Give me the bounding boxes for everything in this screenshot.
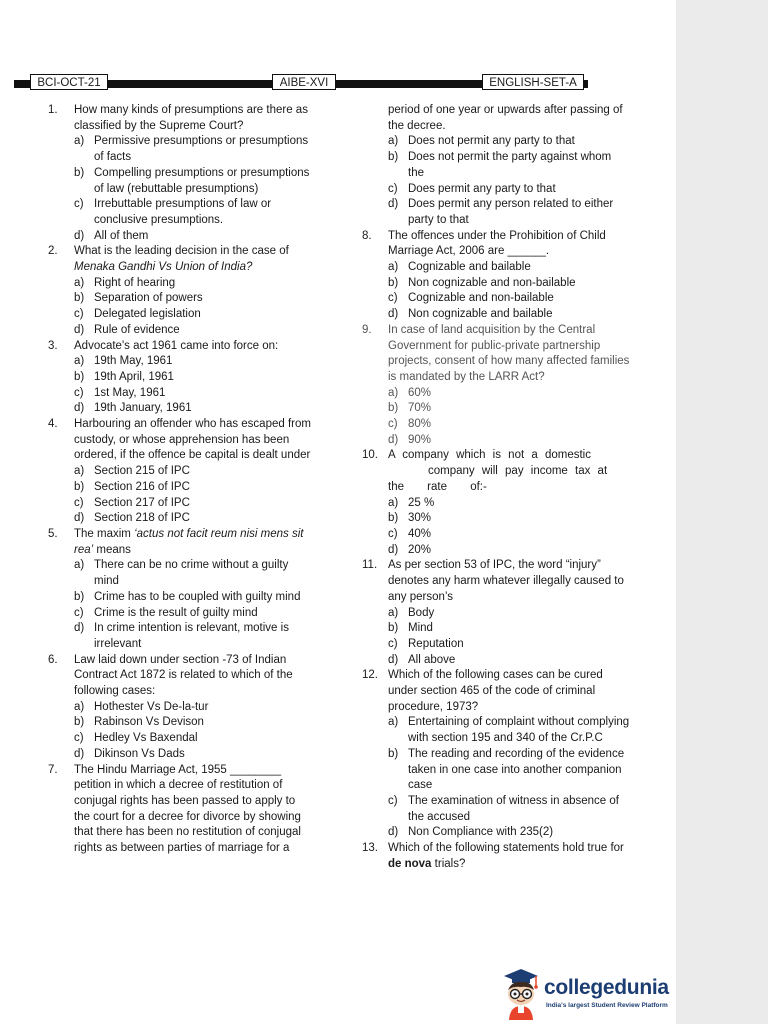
option-letter: b) <box>388 151 399 164</box>
header-set: ENGLISH-SET-A <box>482 74 584 90</box>
option <box>48 606 314 622</box>
page-margin <box>676 0 768 1024</box>
option-letter: a) <box>74 135 85 148</box>
option-text: The examination of witness in absence of the accused <box>408 794 619 823</box>
option <box>48 354 314 370</box>
question-2 <box>48 244 314 275</box>
question-9 <box>362 323 630 386</box>
option-letter: a) <box>388 386 399 399</box>
option <box>48 276 314 292</box>
option-letter: a) <box>74 559 85 572</box>
option-text: 19th January, 1961 <box>94 402 192 415</box>
question-text: As per section 53 of IPC, the word “injury” denotes any harm whatever illegally caused to any person’s <box>388 559 624 603</box>
option <box>362 606 630 622</box>
option-text: 19th April, 1961 <box>94 370 174 383</box>
option-letter: d) <box>74 229 85 242</box>
option-letter: c) <box>74 198 84 211</box>
question-number: 13. <box>362 842 378 855</box>
question-text-part: trials? <box>431 857 466 870</box>
option-text: Reputation <box>408 637 464 650</box>
option-text: Crime is the result of guilty mind <box>94 606 258 619</box>
option <box>48 464 314 480</box>
logo-tagline: India's largest Student Review Platform <box>546 1002 668 1009</box>
option-text: Rabinson Vs Devison <box>94 716 204 729</box>
collegedunia-logo <box>498 966 670 1020</box>
option <box>362 653 630 669</box>
question-text-part: means <box>93 543 131 556</box>
option-letter: c) <box>388 292 398 305</box>
option-text: 60% <box>408 386 432 399</box>
option <box>362 527 630 543</box>
header-code: BCI-OCT-21 <box>30 74 108 90</box>
option-text: Right of hearing <box>94 276 176 289</box>
option-letter: a) <box>388 606 399 619</box>
option-text: Cognizable and bailable <box>408 261 531 274</box>
option <box>48 166 314 197</box>
question-6 <box>48 653 314 700</box>
option-text: Irrebuttable presumptions of law or conclusive presumptions. <box>94 198 272 226</box>
option-text: There can be no crime without a guilty mind <box>94 559 289 588</box>
option <box>362 307 630 323</box>
option-letter: a) <box>74 355 85 368</box>
option-letter: c) <box>74 308 84 321</box>
option-text: Mind <box>408 622 433 635</box>
question-text: Advocate's act 1961 came into force on: <box>74 339 279 352</box>
option-text: Section 215 of IPC <box>94 465 190 478</box>
option <box>48 134 314 165</box>
option <box>362 715 630 746</box>
option-letter: d) <box>74 512 85 525</box>
option-text: 19th May, 1961 <box>94 355 173 368</box>
option-letter: d) <box>388 653 399 666</box>
option <box>48 291 314 307</box>
question-text: company will pay income tax at <box>428 465 608 478</box>
option-letter: b) <box>74 716 85 729</box>
option <box>362 401 630 417</box>
option <box>362 417 630 433</box>
right-column <box>362 103 630 872</box>
option <box>48 401 314 417</box>
left-column <box>48 103 314 857</box>
option-letter: c) <box>74 496 84 509</box>
option <box>48 386 314 402</box>
question-number: 6. <box>48 653 58 666</box>
option <box>362 637 630 653</box>
option-text: Section 217 of IPC <box>94 496 190 509</box>
option-text: Delegated legislation <box>94 308 201 321</box>
option-text: Dikinson Vs Dads <box>94 747 185 760</box>
option-letter: a) <box>74 276 85 289</box>
option <box>48 700 314 716</box>
question-number: 12. <box>362 669 378 682</box>
option-letter: c) <box>388 182 398 195</box>
option-letter: b) <box>74 480 85 493</box>
logo-wordmark: collegedunia <box>544 976 669 999</box>
option-text: Permissive presumptions or presumptions of facts <box>94 135 309 164</box>
option <box>362 825 630 841</box>
option <box>48 307 314 323</box>
question-number: 2. <box>48 245 58 258</box>
option-text: 80% <box>408 418 432 431</box>
option-text: 1st May, 1961 <box>94 386 166 399</box>
option <box>48 197 314 228</box>
option-text: Does not permit any party to that <box>408 135 575 148</box>
option <box>362 511 630 527</box>
option-letter: b) <box>388 402 399 415</box>
option-text: All of them <box>94 229 149 242</box>
option <box>362 496 630 512</box>
option-text: All above <box>408 653 456 666</box>
question-8 <box>362 229 630 260</box>
option-text: Entertaining of complaint without complying with section 195 and 340 of the Cr.P.C <box>408 716 630 745</box>
question-text: A company which is not a domestic <box>388 449 591 462</box>
option <box>48 747 314 763</box>
option <box>48 323 314 339</box>
option-text: In crime intention is relevant, motive is irrelevant <box>94 622 289 650</box>
option-letter: b) <box>74 590 85 603</box>
question-text: Harbouring an offender who has escaped from custody, or whose apprehension has been ordered, if the offence be capital is dealt under <box>74 418 311 462</box>
question-number: 5. <box>48 527 58 540</box>
question-number: 7. <box>48 763 58 776</box>
option-text: Rule of evidence <box>94 323 180 336</box>
option-text: Non Compliance with 235(2) <box>408 826 554 839</box>
emphasis-term: de nova <box>388 857 432 870</box>
option-text: Section 216 of IPC <box>94 480 190 493</box>
question-text-part: What is the leading decision in the case of <box>74 245 289 258</box>
option-text: Does not permit the party against whom the <box>408 151 612 179</box>
option-letter: d) <box>388 543 399 556</box>
question-text-part: Which of the following statements hold true for <box>388 842 624 855</box>
option <box>48 480 314 496</box>
option-text: Hothester Vs De-la-tur <box>94 700 209 713</box>
option <box>362 276 630 292</box>
mascot-icon <box>498 966 544 1020</box>
option-letter: a) <box>388 261 399 274</box>
option-letter: d) <box>388 198 399 211</box>
option-text: Does permit any party to that <box>408 182 556 195</box>
question-4 <box>48 417 314 464</box>
question-text: Law laid down under section -73 of Indian Contract Act 1872 is related to which of the following cases: <box>74 653 293 698</box>
option-letter: b) <box>74 370 85 383</box>
option-letter: a) <box>388 135 399 148</box>
option <box>362 260 630 276</box>
question-text: the rate of:- <box>388 480 487 493</box>
option <box>48 370 314 386</box>
option-letter: b) <box>74 166 85 179</box>
header-exam: AIBE-XVI <box>272 74 336 90</box>
question-3 <box>48 339 314 355</box>
option-letter: d) <box>388 826 399 839</box>
question-7-continued: period of one year or upwards after passing of the decree. <box>388 104 623 132</box>
option-letter: d) <box>74 622 85 635</box>
option <box>48 511 314 527</box>
option-letter: c) <box>388 794 398 807</box>
option <box>362 794 630 825</box>
option-letter: d) <box>74 323 85 336</box>
question-number: 10. <box>362 449 378 462</box>
option-text: Non cognizable and bailable <box>408 308 553 321</box>
option <box>362 150 630 181</box>
option <box>362 197 630 228</box>
option <box>48 558 314 589</box>
option-text: Non cognizable and non-bailable <box>408 276 576 289</box>
option <box>48 731 314 747</box>
option-text: Compelling presumptions or presumptions of law (rebuttable presumptions) <box>94 166 310 195</box>
option <box>362 386 630 402</box>
question-text: The offences under the Prohibition of Child Marriage Act, 2006 are ______. <box>388 229 606 258</box>
option-letter: d) <box>74 402 85 415</box>
option-letter: a) <box>388 716 399 729</box>
question-12 <box>362 668 630 715</box>
option-text: Cognizable and non-bailable <box>408 292 554 305</box>
option-text: 25 % <box>408 496 435 509</box>
option-letter: c) <box>388 637 398 650</box>
option <box>362 621 630 637</box>
option-letter: b) <box>388 747 399 760</box>
option <box>362 543 630 559</box>
option-letter: c) <box>388 527 398 540</box>
option-letter: b) <box>388 622 399 635</box>
case-name: Menaka Gandhi Vs Union of India? <box>74 261 253 274</box>
question-text <box>74 244 314 275</box>
question-7 <box>48 763 314 857</box>
option-text: Body <box>408 606 435 619</box>
option-text: 40% <box>408 527 432 540</box>
question-1 <box>48 103 314 134</box>
option-text: 20% <box>408 543 432 556</box>
option-text: The reading and recording of the evidence taken in one case into another companion case <box>408 747 625 792</box>
option-text: Hedley Vs Baxendal <box>94 732 198 745</box>
option <box>48 590 314 606</box>
question-text: Which of the following cases can be cured under section 465 of the code of criminal procedure, 1973? <box>388 669 603 713</box>
option-letter: a) <box>388 496 399 509</box>
option-text: Section 218 of IPC <box>94 512 190 525</box>
option <box>362 433 630 449</box>
option <box>362 134 630 150</box>
option-letter: a) <box>74 465 85 478</box>
question-text <box>388 841 630 872</box>
option-letter: b) <box>388 276 399 289</box>
option <box>362 182 630 198</box>
option-text: Does permit any person related to either party to that <box>408 198 614 226</box>
question-number: 1. <box>48 104 58 116</box>
option-letter: a) <box>74 700 85 713</box>
option <box>362 291 630 307</box>
option <box>48 621 314 652</box>
legal-maxim: ‘actus not facit reum nisi mens sit rea’ <box>74 527 304 556</box>
option-letter: c) <box>74 386 84 399</box>
question-13 <box>362 841 630 872</box>
question-text-part: The maxim <box>74 527 135 540</box>
option-letter: d) <box>388 308 399 321</box>
option-text: 90% <box>408 433 432 446</box>
option-text: 30% <box>408 512 432 525</box>
question-number: 3. <box>48 339 58 352</box>
question-text: In case of land acquisition by the Central Government for public-private partnership projects, consent of how many affected families is mandated by the LARR Act? <box>388 323 630 383</box>
question-text: How many kinds of presumptions are there as classified by the Supreme Court? <box>74 104 308 132</box>
question-number: 9. <box>362 323 372 336</box>
question-11 <box>362 558 630 605</box>
option-letter: c) <box>74 606 84 619</box>
option-letter: d) <box>74 747 85 760</box>
option <box>48 715 314 731</box>
option-text: Separation of powers <box>94 292 203 305</box>
question-number: 8. <box>362 229 372 242</box>
question-number: 11. <box>362 559 378 572</box>
option-letter: c) <box>388 418 398 431</box>
option-text: Crime has to be coupled with guilty mind <box>94 590 301 603</box>
question-5 <box>48 527 314 558</box>
option-letter: c) <box>74 732 84 745</box>
option <box>48 496 314 512</box>
option <box>48 229 314 245</box>
option-text: 70% <box>408 402 432 415</box>
question-number: 4. <box>48 418 58 431</box>
question-10 <box>362 448 630 495</box>
option-letter: d) <box>388 433 399 446</box>
option-letter: b) <box>74 292 85 305</box>
option-letter: b) <box>388 512 399 525</box>
option <box>362 747 630 794</box>
question-text: The Hindu Marriage Act, 1955 ________ petition in which a decree of restitution of conjugal rights has been passed to apply to the court for a decree for divorce by showing that there has been no restitution of conjugal rights as between parties of marriage for a <box>74 763 301 855</box>
question-text <box>74 527 314 558</box>
